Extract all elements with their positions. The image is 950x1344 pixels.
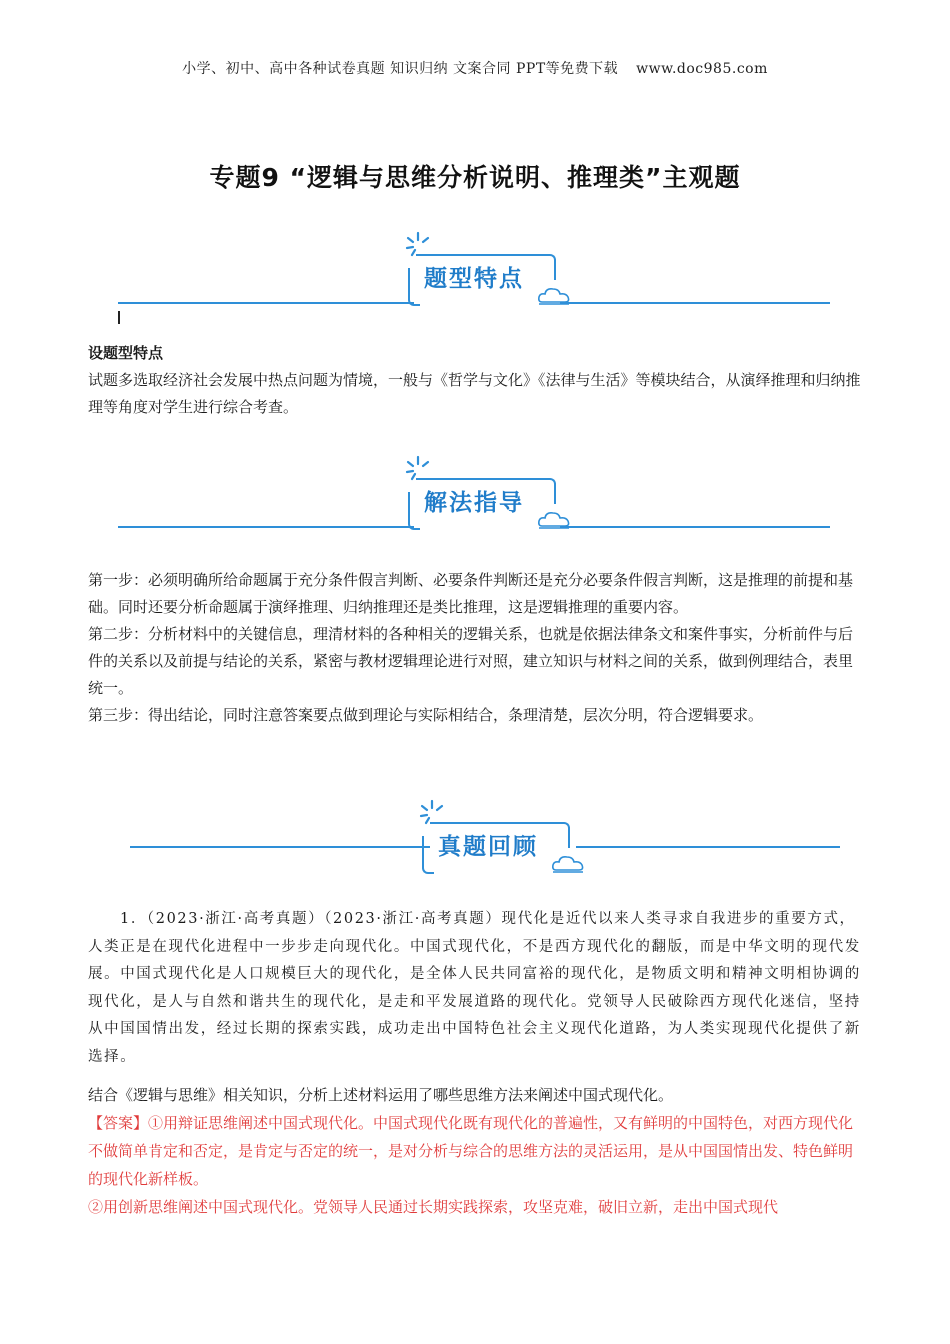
section-label: 解法指导: [424, 490, 524, 516]
section-badge: [408, 478, 558, 528]
answer-block: [88, 1081, 863, 1221]
section-divider: [576, 846, 840, 848]
section-label: 题型特点: [424, 266, 524, 292]
features-subhead: 设题型特点: [88, 344, 164, 362]
header-banner: [0, 58, 950, 78]
answer-point-1: 【答案】①用辩证思维阐述中国式现代化。中国式现代化既有现代化的普遍性，又有鲜明的中国特色，对西方现代化不做简单肯定和否定，是肯定与否定的统一，是对分析与综合的思维方法的灵活运用，是从中国国情出发、特色鲜明的现代化新样板。: [88, 1114, 854, 1188]
section-divider: [118, 526, 414, 528]
text-cursor: [118, 311, 120, 324]
section-divider: [560, 526, 830, 528]
section-badge: [422, 822, 572, 872]
guide-block: [88, 567, 863, 729]
features-block: [88, 340, 863, 421]
guide-step-3: 第三步：得出结论，同时注意答案要点做到理论与实际相结合，条理清楚，层次分明，符合逻辑要求。: [88, 706, 764, 724]
section-divider: [118, 302, 414, 304]
page-title: 专题9 “逻辑与思维分析说明、推理类”主观题: [209, 163, 741, 192]
section-label: 真题回顾: [438, 834, 538, 860]
question-prompt: 结合《逻辑与思维》相关知识，分析上述材料运用了哪些思维方法来阐述中国式现代化。: [88, 1086, 674, 1104]
answer-point-2: ②用创新思维阐述中国式现代化。党领导人民通过长期实践探索，攻坚克难，破旧立新，走出中国式现代: [88, 1198, 779, 1216]
features-text: 试题多选取经济社会发展中热点问题为情境，一般与《哲学与文化》《法律与生活》等模块结合，从演绎推理和归纳推理等角度对学生进行综合考查。: [88, 371, 861, 416]
guide-step-2: 第二步：分析材料中的关键信息，理清材料的各种相关的逻辑关系，也就是依据法律条文和案件事实，分析前件与后件的关系以及前提与结论的关系，紧密与教材逻辑理论进行对照，建立知识与材料之间的关系，做到例理结合，表里统一。: [88, 625, 854, 697]
section-divider: [560, 302, 830, 304]
cloud-icon: [536, 508, 572, 530]
cloud-icon: [550, 852, 586, 874]
section-divider: [130, 846, 430, 848]
guide-step-1: 第一步：必须明确所给命题属于充分条件假言判断、必要条件判断还是充分必要条件假言判断，这是推理的前提和基础。同时还要分析命题属于演绎推理、归纳推理还是类比推理，这是逻辑推理的重要内容。: [88, 571, 854, 616]
question-1: [88, 906, 863, 1071]
banner-url[interactable]: www.doc985.com: [636, 61, 768, 77]
cloud-icon: [536, 284, 572, 306]
section-badge: [408, 254, 558, 304]
banner-text: 小学、初中、高中各种试卷真题 知识归纳 文案合同 PPT等免费下载: [182, 61, 619, 77]
question-stem: 1．（2023·浙江·高考真题）（2023·浙江·高考真题）现代化是近代以来人类寻求自我进步的重要方式，人类正是在现代化进程中一步步走向现代化。中国式现代化，不是西方现代化的翻版，而是中华文明的现代发展。中国式现代化是人口规模巨大的现代化，是全体人民共同富裕的现代化，是物质文明和精神文明相协调的现代化，是人与自然和谐共生的现代化，是走和平发展道路的现代化。党领导人民破除西方现代化迷信，坚持从中国国情出发，经过长期的探索实践，成功走出中国特色社会主义现代化道路，为人类实现现代化提供了新选择。: [88, 911, 861, 1065]
